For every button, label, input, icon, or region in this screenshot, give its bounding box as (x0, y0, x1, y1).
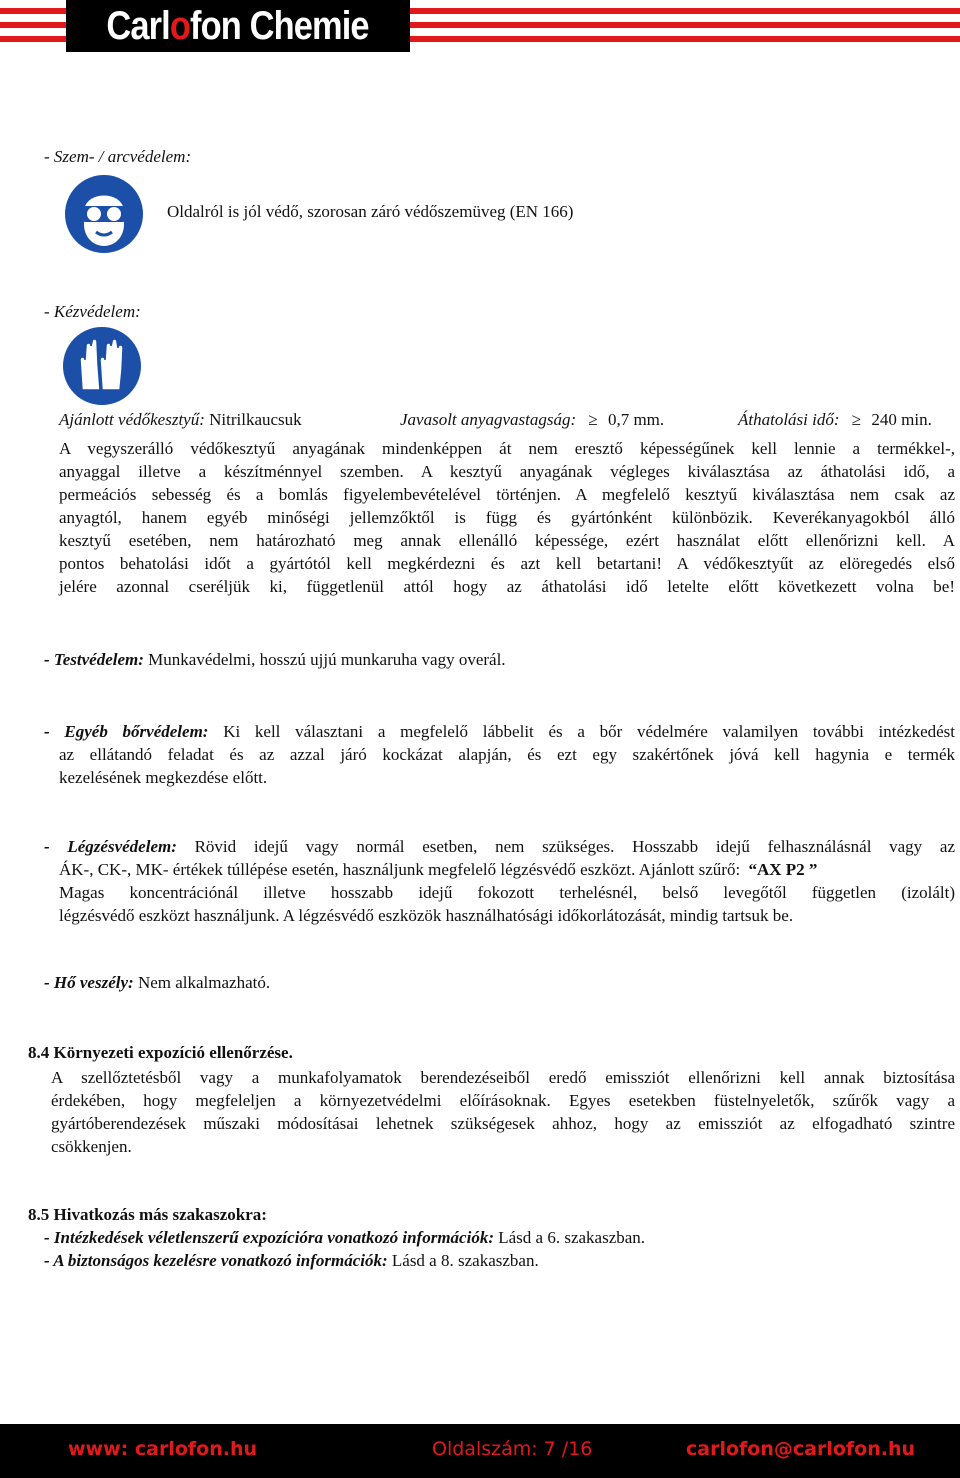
skin-protection-label: - Egyéb bőrvédelem: (44, 722, 209, 741)
heat-hazard-row (44, 973, 270, 993)
breakthrough-time-row (738, 410, 932, 430)
page-footer (0, 1424, 960, 1478)
breakthrough-time-sign: ≥ (851, 410, 862, 429)
recommended-glove-value: Nitrilkaucsuk (209, 410, 302, 429)
heat-hazard-label: - Hő veszély: (44, 973, 134, 992)
section-8-4-line: gyártóberendezések műszaki módosításai lehetnek szükségesek ahhoz, hogy az emissziót az elfogadható szintre (51, 1114, 955, 1133)
thickness-sign: ≥ (588, 410, 598, 429)
thickness-value: 0,7 mm. (607, 410, 665, 429)
logo-text: Carlofon Chemie (106, 3, 370, 48)
section-8-4-line: A szellőztetésből vagy a munkafolyamatok berendezéseiből eredő emissziót ellenőrizni kell annak biztosítása (51, 1068, 955, 1087)
respiratory-text: ÁK-, CK-, MK- értékek túllépése esetén, használjunk megfelelő légzésvédő eszközt. Ajánlott szűrő: (59, 860, 741, 879)
section-8-5-item (44, 1251, 539, 1271)
skin-protection-line2: az ellátandó feladat és az azzal járó kockázat alapján, és ezt egy szakértőnek jóvá kell hagynia e termék (59, 745, 955, 764)
skin-protection-text: Ki kell választani a megfelelő lábbelit és a bőr védelmére valamilyen további intézkedést (223, 722, 955, 741)
respiratory-line2 (59, 858, 955, 882)
body-protection-row (44, 650, 506, 670)
body-protection-text: Munkavédelmi, hosszú ujjú munkaruha vagy overál. (148, 650, 506, 669)
glove-paragraph-line: anyagtól, hanem egyéb minőségi jellemzőktől is függ és gyártónként különbözik. Keverékanyagokból álló (59, 508, 955, 527)
respiratory-text: Rövid idejű vagy normál esetben, nem szükséges. Hosszabb idejű felhasználásnál vagy az (194, 837, 955, 856)
footer-website: www: carlofon.hu (68, 1438, 258, 1460)
glove-paragraph-line: kesztyű esetében, nem határozható meg annak ellenálló képessége, ezért használat előtt ellenőrizni kell. A (59, 531, 955, 550)
page-header (0, 0, 960, 52)
hand-protection-heading: - Kézvédelem: (44, 302, 141, 321)
section-8-5-item-label: - Intézkedések véletlenszerű expozícióra vonatkozó információk: (44, 1228, 494, 1247)
safety-goggles-icon (62, 172, 146, 256)
section-8-4-heading: 8.4 Környezeti expozíció ellenőrzése. (28, 1043, 293, 1062)
skin-protection-line3: kezelésének megkezdése előtt. (59, 768, 268, 787)
section-8-4-line: csökkenjen. (51, 1137, 132, 1156)
respiratory-line3: Magas koncentrációnál illetve hosszabb idejű fokozott terhelésnél, belső levegőtől független (izolált) (59, 883, 955, 902)
section-8-5-heading: 8.5 Hivatkozás más szakaszokra: (28, 1205, 267, 1224)
glove-paragraph-line: jelére azonnal cseréljük ki, függetlenül attól hogy az áthatolási idő letelte előtt következett volna be! (59, 577, 955, 596)
section-8-5-item-label: - A biztonságos kezelésre vonatkozó információk: (44, 1251, 388, 1270)
glove-recommendation-row (59, 410, 302, 430)
protective-gloves-icon (60, 324, 144, 408)
glove-thickness-row (400, 410, 664, 430)
thickness-label: Javasolt anyagvastagság: (400, 410, 577, 429)
eye-protection-heading: - Szem- / arcvédelem: (44, 147, 192, 166)
eye-protection-text: Oldalról is jól védő, szorosan záró védőszemüveg (EN 166) (167, 202, 574, 221)
respiratory-line1 (44, 835, 955, 859)
company-logo (66, 0, 410, 52)
respiratory-line4: légzésvédő eszközt használjunk. A légzésvédő eszközök használhatósági időkorlátozását, mindig tartsuk be. (59, 906, 794, 925)
glove-paragraph-line: permeációs sebesség és a bomlás figyelembevételével történjen. A megfelelő kesztyű kiválasztása nem csak az (59, 485, 955, 504)
breakthrough-time-label: Áthatolási idő: (738, 410, 840, 429)
section-8-5-item-text: Lásd a 6. szakaszban. (498, 1228, 646, 1247)
body-protection-label: - Testvédelem: (44, 650, 144, 669)
footer-page-number: Oldalszám: 7 /16 (432, 1438, 593, 1460)
glove-paragraph-line: pontos behatolási időt a gyártótól kell megkérdezni és azt kell betartani! A védőkesztyűt az elöregedés első (59, 554, 955, 573)
glove-paragraph-line: A vegyszerálló védőkesztyű anyagának mindenképpen át nem eresztő képességűnek kell lennie a termékkel-, (59, 439, 955, 458)
heat-hazard-text: Nem alkalmazható. (137, 973, 271, 992)
section-8-4-line: érdekében, hogy megfeleljen a környezetvédelmi előírásoknak. Egyes esetekben füstelnyeletők, szűrők vagy a (51, 1091, 955, 1110)
section-8-5-item-text: Lásd a 8. szakaszban. (391, 1251, 539, 1270)
recommended-glove-label: Ajánlott védőkesztyű: (59, 410, 205, 429)
respiratory-label: - Légzésvédelem: (44, 837, 177, 856)
breakthrough-time-value: 240 min. (871, 410, 932, 429)
skin-protection-line1 (44, 720, 955, 744)
footer-email: carlofon@carlofon.hu (686, 1438, 916, 1460)
glove-paragraph-line: anyaggal illetve a készítménnyel szemben. A kesztyű anyagának végleges kiválasztása az áthatolási idő, a (59, 462, 955, 481)
recommended-filter: “AX P2 ” (748, 860, 818, 879)
section-8-5-item (44, 1228, 645, 1248)
